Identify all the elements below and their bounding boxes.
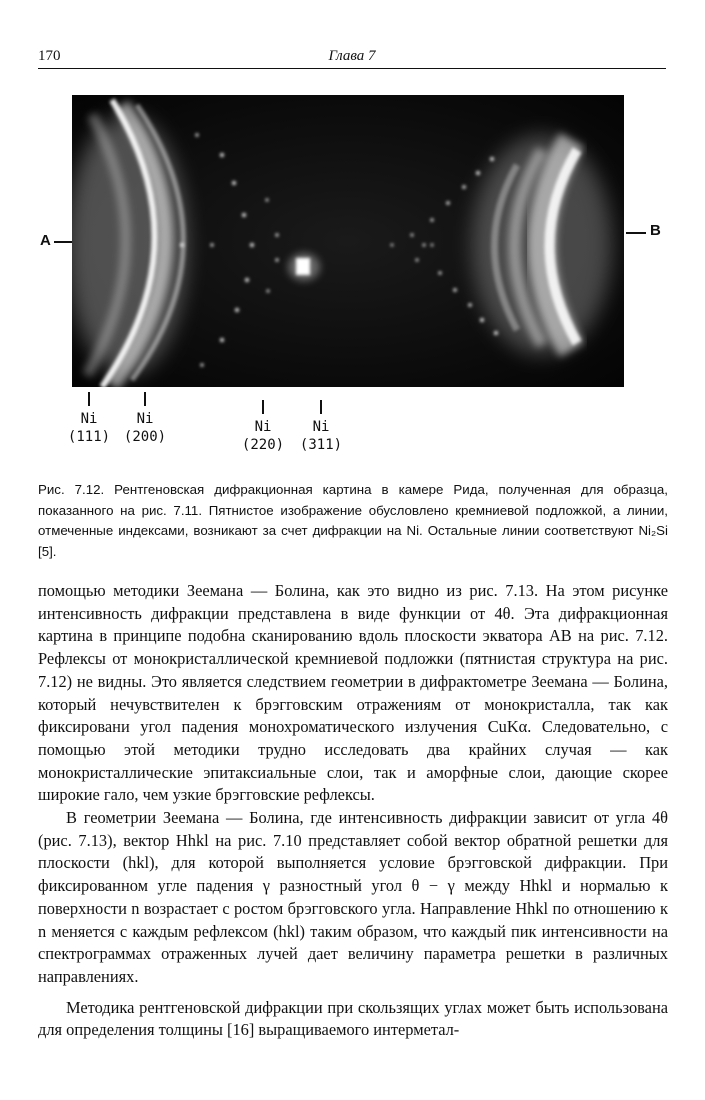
central-spot	[288, 253, 320, 281]
right-diffraction-arcs	[472, 135, 612, 355]
ni-marker-index: (111)	[67, 429, 111, 445]
ni-marker-220	[238, 400, 288, 454]
ni-marker-tick	[262, 400, 264, 414]
page-number: 170	[38, 48, 61, 64]
label-a-pointer	[54, 241, 72, 243]
ni-marker-index: (311)	[299, 437, 343, 453]
body-text	[38, 580, 668, 1042]
ni-marker-111	[64, 392, 114, 446]
ni-marker-index: (200)	[123, 429, 167, 445]
label-a: A	[40, 232, 51, 249]
paragraph: В геометрии Зеемана — Болина, где интенсивность дифракции зависит от угла 4θ (рис. 7.13), вектор Hhkl на рис. 7.10 представляет собой вектор обратной решетки для плоскости (hkl), для которой выполняется условие брэгговской дифракции. При фиксированном угле падения γ разностный угол θ − γ между Hhkl и нормалью к поверхности n возрастает с ростом брэгговского угла. Направление Hhkl по отношению к n меняется с каждым рефлексом (hkl) таким образом, что каждый пик интенсивности на спектрограммах отраженных лучей дает величину параметра решетки в различных направлениях.	[38, 808, 668, 986]
ni-marker-element: Ni	[254, 419, 272, 435]
ni-marker-311	[296, 400, 346, 454]
ni-marker-200	[120, 392, 170, 446]
ni-marker-tick	[144, 392, 146, 406]
paragraph-gap	[38, 989, 668, 997]
diffraction-photo	[72, 95, 624, 387]
paragraph: помощью методики Зеемана — Болина, как это видно из рис. 7.13. На этом рисунке интенсивность дифракции представлена в виде функции от 4θ. Эта дифракционная картина в принципе подобна сканированию вдоль плоскости экватора AB на рис. 7.12. Рефлексы от монокристаллической кремниевой подложки (пятнистая структура на рис. 7.12) не видны. Это является следствием геометрии в дифрактометре Зеемана — Болина, который нечувствителен к брэгговским отражениям от монокристалла, так как фиксировани угол падения монохроматического излучения CuKα. Следовательно, с помощью этой методики трудно исследовать два крайних случая — как монокристаллические эпитаксиальные слои, так и аморфные слои, дающие скорее широкие гало, чем узкие брэгговские рефлексы.	[38, 581, 668, 805]
ni-marker-element: Ni	[312, 419, 330, 435]
ni-marker-tick	[88, 392, 90, 406]
paragraph: Методика рентгеновской дифракции при скользящих углах может быть использована для определения толщины [16] выращиваемого интерметал-	[38, 997, 668, 1040]
ni-marker-element: Ni	[136, 411, 154, 427]
figure-caption: Рис. 7.12. Рентгеновская дифракционная картина в камере Рида, полученная для образца, показанного на рис. 7.11. Пятнистое изображение обусловлено кремниевой подложкой, а линии, отмеченные индексами, возникают за счет дифракции на Ni. Остальные линии соответствуют Ni₂Si [5].	[38, 482, 668, 559]
ni-marker-index: (220)	[241, 437, 285, 453]
label-b-pointer	[626, 232, 646, 234]
ni-marker-element: Ni	[80, 411, 98, 427]
running-title: Глава 7	[328, 48, 376, 64]
page-header	[38, 44, 666, 69]
ni-marker-tick	[320, 400, 322, 414]
label-b: B	[650, 222, 661, 239]
